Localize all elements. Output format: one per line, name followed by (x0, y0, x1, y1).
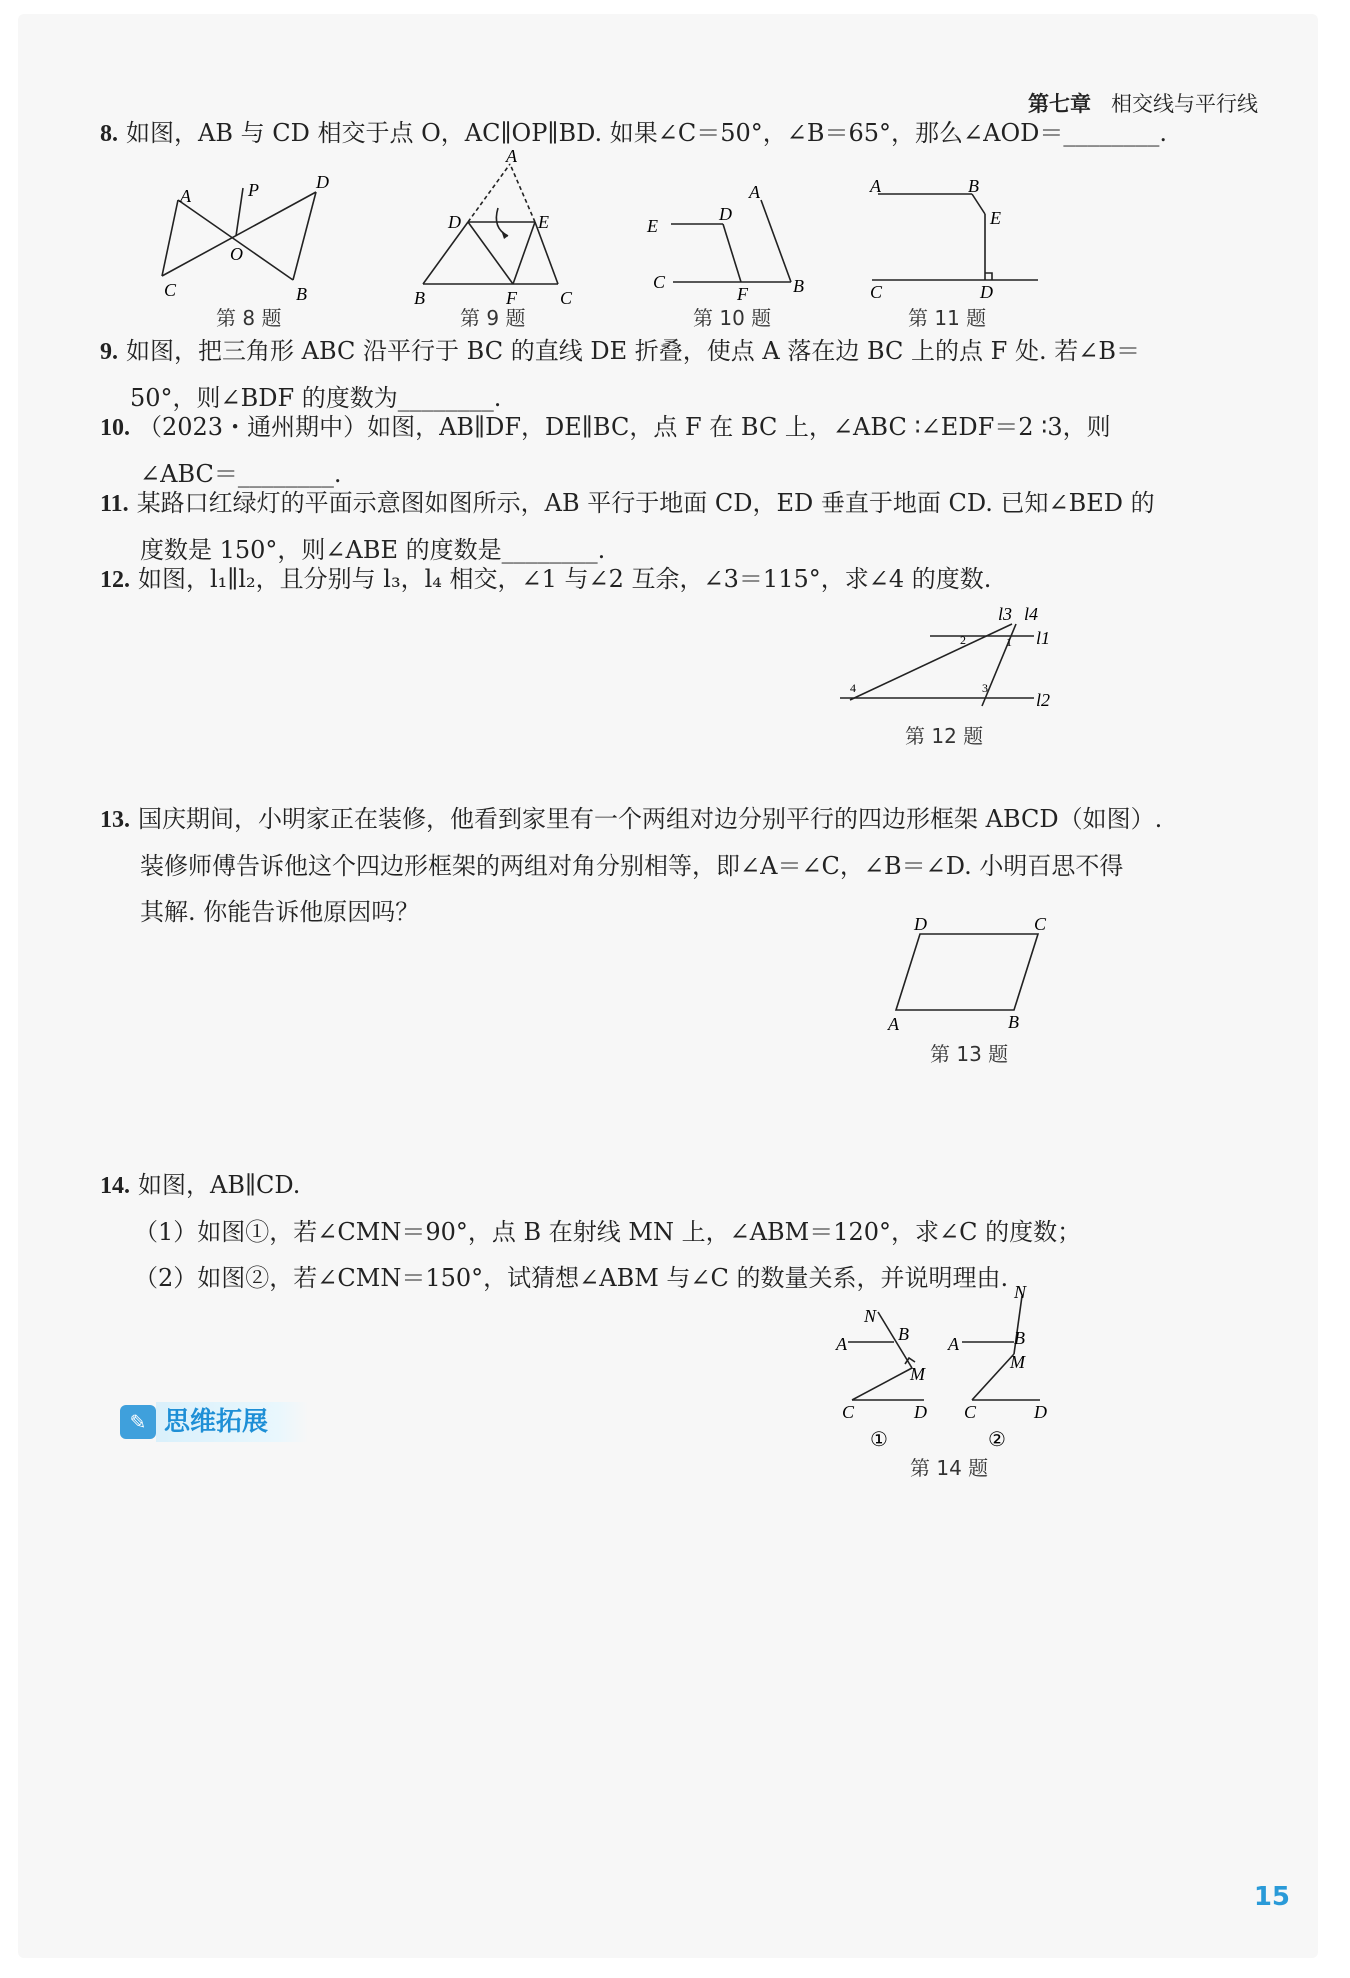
label-B: B (1014, 1328, 1025, 1348)
figure-13 (878, 910, 1068, 1040)
question-part-1: （1）如图①，若∠CMN＝90°，点 B 在射线 MN 上，∠ABM＝120°，求∠C 的度数； (134, 1218, 1082, 1246)
label-B: B (1008, 1012, 1019, 1032)
label-D: D (316, 172, 329, 192)
question-text: 其解. 你能告诉他原因吗？ (140, 898, 420, 926)
label-B: B (793, 276, 804, 296)
chapter-label: 第七章 (1028, 92, 1091, 116)
label-D: D (719, 204, 732, 224)
label-D: D (1034, 1402, 1047, 1422)
angle-3-label: 3 (982, 681, 988, 695)
question-text: 如图，把三角形 ABC 沿平行于 BC 的直线 DE 折叠，使点 A 落在边 BC 上的点 F 处. 若∠B＝ (126, 337, 1140, 365)
label-B: B (898, 1324, 909, 1344)
label-C: C (842, 1402, 855, 1422)
label-D: D (980, 282, 993, 302)
question-number: 14. (100, 1173, 130, 1199)
label-M: M (1010, 1352, 1025, 1372)
question-text: 如图，AB∥CD. (138, 1171, 301, 1199)
label-B: B (296, 284, 307, 304)
label-B: B (414, 288, 425, 308)
question-text: 如图，l₁∥l₂，且分别与 l₃，l₄ 相交，∠1 与∠2 互余，∠3＝115°，求∠4 的度数. (138, 565, 992, 593)
question-number: 9. (100, 339, 118, 365)
label-l1: l1 (1036, 628, 1051, 648)
figure-12 (830, 594, 1070, 714)
question-text: （2023・通州期中）如图，AB∥DF，DE∥BC，点 F 在 BC 上，∠ABC ∶∠EDF＝2 ∶3，则 (138, 413, 1111, 441)
section-title: 思维拓展 (156, 1402, 308, 1442)
label-D: D (448, 212, 461, 232)
label-C: C (870, 282, 883, 302)
pencil-icon: ✎ (120, 1405, 156, 1439)
label-A: A (180, 186, 191, 206)
question-text: 50°，则∠BDF 的度数为________. (130, 384, 502, 412)
label-C: C (1034, 914, 1047, 934)
chapter-title: 相交线与平行线 (1111, 92, 1258, 116)
question-text: 某路口红绿灯的平面示意图如图所示，AB 平行于地面 CD，ED 垂直于地面 CD. 已知∠BED 的 (136, 489, 1155, 517)
question-text: 国庆期间，小明家正在装修，他看到家里有一个两组对边分别平行的四边形框架 ABCD（如图）. (138, 805, 1163, 833)
question-part-2: （2）如图②，若∠CMN＝150°，试猜想∠ABM 与∠C 的数量关系，并说明理由. (134, 1264, 1009, 1292)
caption-fig14: 第 14 题 (910, 1456, 989, 1480)
angle-4-label: 4 (850, 681, 856, 695)
sub-figure-1-label: ① (870, 1429, 888, 1451)
caption-fig12: 第 12 题 (905, 724, 984, 748)
label-A: A (749, 182, 760, 202)
label-M: M (910, 1364, 925, 1384)
label-B: B (968, 176, 979, 196)
label-C: C (560, 288, 573, 308)
label-E: E (647, 216, 658, 236)
sub-figure-2-label: ② (988, 1429, 1006, 1451)
label-N: N (1014, 1282, 1027, 1302)
label-F: F (506, 288, 517, 308)
question-number: 12. (100, 567, 130, 593)
figure-14 (826, 1278, 1066, 1458)
label-E: E (990, 208, 1001, 228)
section-header (120, 1402, 308, 1442)
caption-fig13: 第 13 题 (930, 1042, 1009, 1066)
question-number: 8. (100, 121, 118, 147)
label-A: A (870, 176, 881, 196)
figure-11 (860, 172, 1040, 302)
question-8 (100, 110, 1167, 157)
label-O: O (230, 244, 243, 264)
label-l3: l3 (998, 604, 1013, 624)
angle-2-label: 2 (960, 633, 966, 647)
figure-9 (398, 150, 578, 310)
label-C: C (964, 1402, 977, 1422)
label-l4: l4 (1024, 604, 1039, 624)
caption-fig9: 第 9 题 (460, 306, 526, 330)
question-number: 10. (100, 415, 130, 441)
caption-fig11: 第 11 题 (908, 306, 987, 330)
label-N: N (864, 1306, 877, 1326)
label-l2: l2 (1036, 690, 1051, 710)
figure-10 (643, 174, 823, 304)
label-P: P (248, 180, 259, 200)
label-A: A (836, 1334, 847, 1354)
question-text: ∠ABC＝________. (140, 460, 342, 488)
figure-8 (148, 172, 348, 312)
label-E: E (538, 212, 549, 232)
question-number: 11. (100, 491, 129, 517)
label-D: D (914, 914, 927, 934)
page (18, 14, 1318, 1958)
question-number: 13. (100, 807, 130, 833)
label-A: A (506, 150, 517, 166)
question-text: 如图，AB 与 CD 相交于点 O，AC∥OP∥BD. 如果∠C＝50°，∠B＝65°，那么∠AOD＝________. (126, 119, 1168, 147)
page-number: 15 (1253, 1882, 1290, 1912)
label-C: C (164, 280, 177, 300)
label-F: F (737, 284, 748, 304)
label-A: A (888, 1014, 899, 1034)
angle-1-label: 1 (1006, 635, 1012, 649)
label-C: C (653, 272, 666, 292)
caption-fig8: 第 8 题 (216, 306, 282, 330)
question-text: 度数是 150°，则∠ABE 的度数是________. (140, 536, 606, 564)
caption-fig10: 第 10 题 (693, 306, 772, 330)
label-D: D (914, 1402, 927, 1422)
question-text: 装修师傅告诉他这个四边形框架的两组对角分别相等，即∠A＝∠C，∠B＝∠D. 小明百思不得 (140, 852, 1124, 880)
label-A: A (948, 1334, 959, 1354)
